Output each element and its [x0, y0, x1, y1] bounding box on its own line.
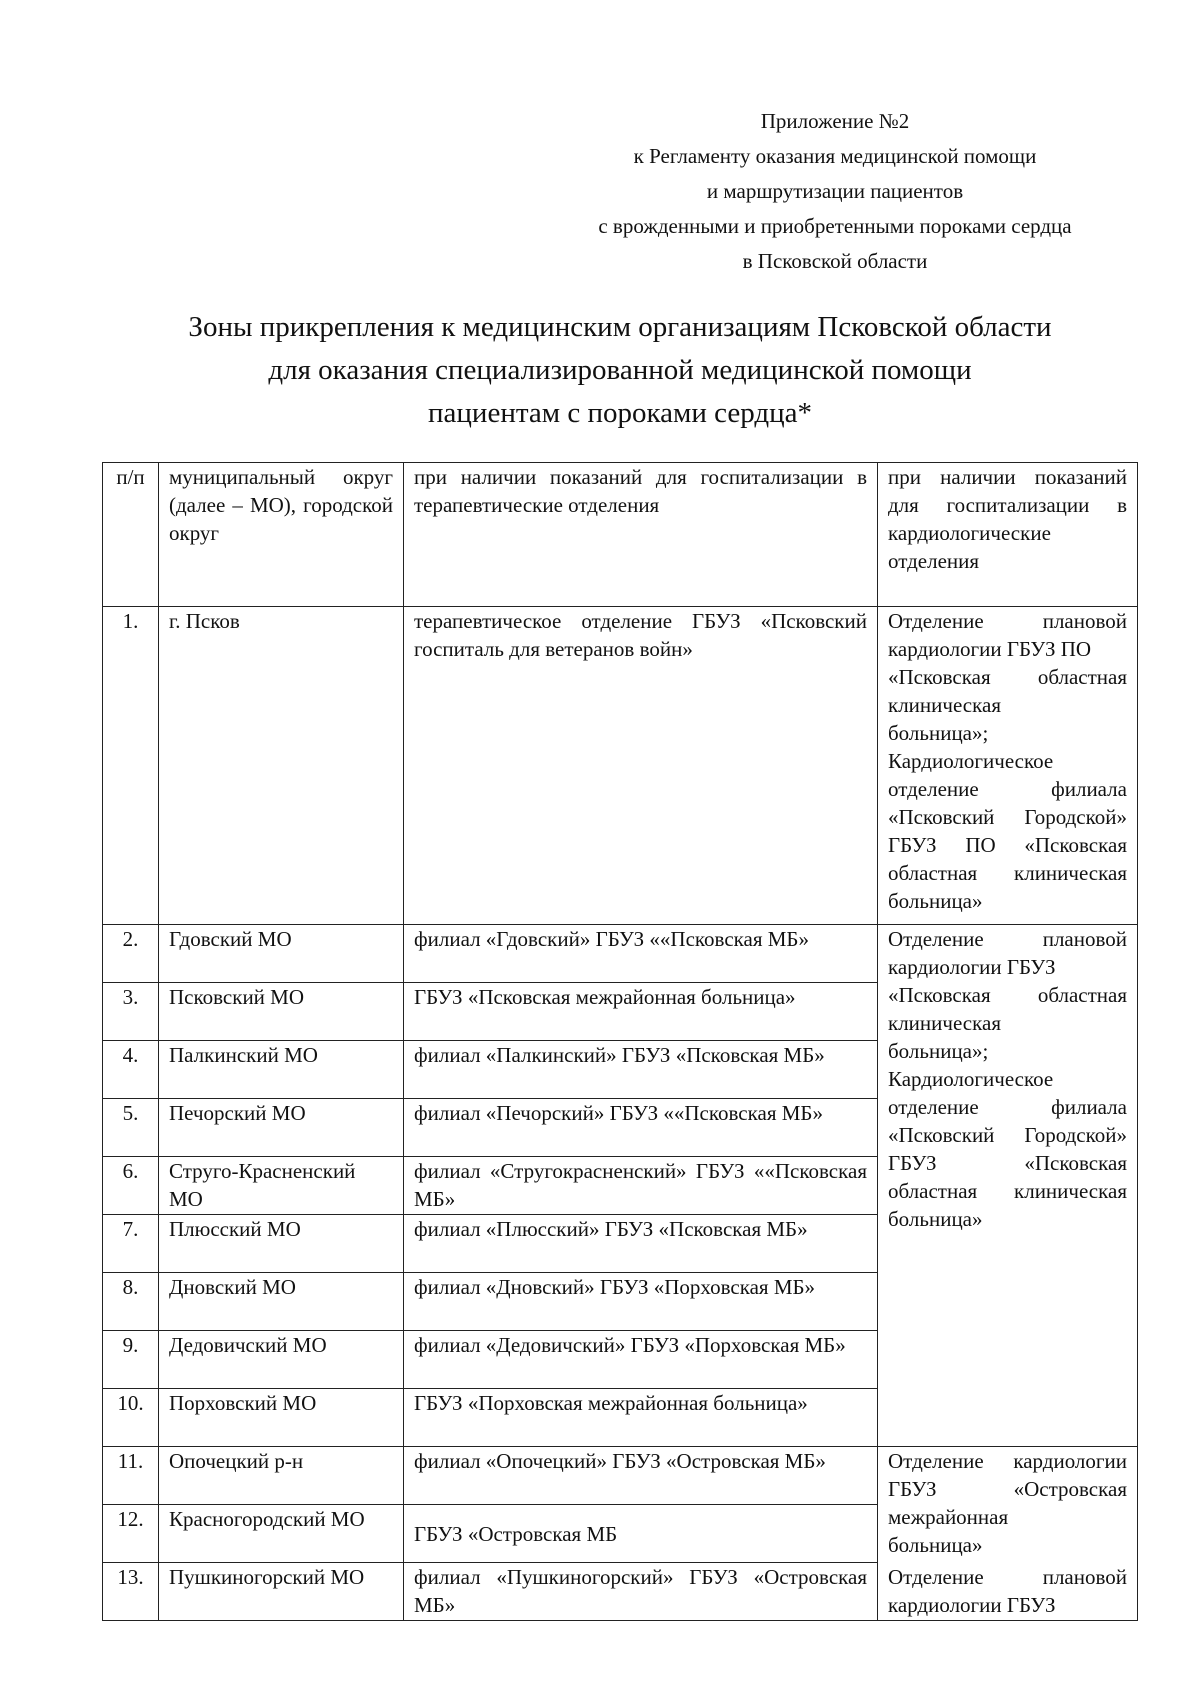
cardio-line: ГБУЗ ПО «Псковская — [888, 833, 1127, 857]
row-num: 5. — [103, 1099, 159, 1157]
cardio-line: Кардиологическое — [888, 749, 1054, 773]
cardio-line: больница»; — [888, 1039, 989, 1063]
annex-line: к Регламенту оказания медицинской помощи — [633, 144, 1037, 168]
cardio-line: областная клиническая — [888, 1179, 1127, 1203]
row-num: 6. — [103, 1157, 159, 1215]
row-district: Плюсский МО — [159, 1215, 404, 1273]
cardio-line: клиническая — [888, 693, 1001, 717]
title-line: Зоны прикрепления к медицинским организациям Псковской области — [188, 311, 1052, 343]
table-row — [103, 1563, 1138, 1621]
row-therapy: ГБУЗ «Порховская межрайонная больница» — [404, 1389, 878, 1447]
row-district: Красногородский МО — [159, 1505, 404, 1563]
annex-line: с врожденными и приобретенными пороками сердца — [598, 214, 1072, 238]
row-district: Печорский МО — [159, 1099, 404, 1157]
cardio-line: «Псковская областная — [888, 983, 1127, 1007]
cardio-line: Отделение плановой — [888, 609, 1127, 633]
cardio-line: областная клиническая — [888, 861, 1127, 885]
row-num: 4. — [103, 1041, 159, 1099]
row-district: Палкинский МО — [159, 1041, 404, 1099]
annex-header — [540, 104, 1130, 279]
row-num: 3. — [103, 983, 159, 1041]
row-district: Опочецкий р-н — [159, 1447, 404, 1505]
annex-line: в Псковской области — [742, 249, 928, 273]
row-num: 9. — [103, 1331, 159, 1389]
row-district: Дновский МО — [159, 1273, 404, 1331]
row-therapy: ГБУЗ «Псковская межрайонная больница» — [404, 983, 878, 1041]
cardio-cell-pskov — [878, 607, 1138, 925]
row-therapy: филиал «Пушкиногорский» ГБУЗ «Островская МБ» — [404, 1563, 878, 1621]
header-num: п/п — [103, 463, 159, 607]
row-district: г. Псков — [159, 607, 404, 925]
row-district: Пушкиногорский МО — [159, 1563, 404, 1621]
row-therapy: филиал «Гдовский» ГБУЗ ««Псковская МБ» — [404, 925, 878, 983]
title-line: пациентам с пороками сердца* — [428, 397, 812, 429]
header-therapy: при наличии показаний для госпитализации в терапевтические отделения — [404, 463, 878, 607]
row-district: Порховский МО — [159, 1389, 404, 1447]
row-therapy: филиал «Дедовичский» ГБУЗ «Порховская МБ» — [404, 1331, 878, 1389]
cardio-line: отделение филиала — [888, 777, 1127, 801]
row-num: 7. — [103, 1215, 159, 1273]
row-num: 10. — [103, 1389, 159, 1447]
row-district: Струго-Красненский МО — [159, 1157, 404, 1215]
cardio-line: больница» — [888, 1207, 983, 1231]
cardio-line: больница»; — [888, 721, 989, 745]
row-district: Псковский МО — [159, 983, 404, 1041]
row-therapy: терапевтическое отделение ГБУЗ «Псковский госпиталь для ветеранов войн» — [404, 607, 878, 925]
row-num: 12. — [103, 1505, 159, 1563]
row-num: 8. — [103, 1273, 159, 1331]
row-therapy: ГБУЗ «Островская МБ — [404, 1505, 878, 1563]
cardio-line: кардиологии ГБУЗ ПО — [888, 637, 1092, 661]
row-therapy: филиал «Дновский» ГБУЗ «Порховская МБ» — [404, 1273, 878, 1331]
cardio-line: отделение филиала — [888, 1095, 1127, 1119]
cardio-line: Кардиологическое — [888, 1067, 1054, 1091]
table-row — [103, 925, 1138, 983]
annex-line: и маршрутизации пациентов — [706, 179, 964, 203]
row-therapy: филиал «Стругокрасненский» ГБУЗ ««Псковская МБ» — [404, 1157, 878, 1215]
row-num: 11. — [103, 1447, 159, 1505]
cardio-line: больница» — [888, 889, 983, 913]
row-district: Дедовичский МО — [159, 1331, 404, 1389]
cardio-cell-regions — [878, 925, 1138, 1447]
row-num: 1. — [103, 607, 159, 925]
cardio-line: межрайонная — [888, 1505, 1009, 1529]
cardio-line: ГБУЗ «Псковская — [888, 1151, 1127, 1175]
table-row — [103, 1447, 1138, 1505]
document-title — [60, 306, 1180, 435]
cardio-line: кардиологии ГБУЗ — [888, 955, 1056, 979]
cardio-line: больница» — [888, 1533, 983, 1557]
cardio-line: кардиологии ГБУЗ — [888, 1592, 1056, 1617]
table-row — [103, 607, 1138, 925]
row-therapy: филиал «Палкинский» ГБУЗ «Псковская МБ» — [404, 1041, 878, 1099]
cardio-cell-ostrov — [878, 1447, 1138, 1563]
row-therapy: филиал «Печорский» ГБУЗ ««Псковская МБ» — [404, 1099, 878, 1157]
cardio-line: Отделение плановой — [888, 927, 1127, 951]
row-therapy: филиал «Плюсский» ГБУЗ «Псковская МБ» — [404, 1215, 878, 1273]
cardio-line: «Псковская областная — [888, 665, 1127, 689]
row-district: Гдовский МО — [159, 925, 404, 983]
cardio-line: ГБУЗ «Островская — [888, 1477, 1127, 1501]
cardio-line: Отделение кардиологии — [888, 1449, 1127, 1473]
header-district: муниципальный округ (далее – МО), городской округ — [159, 463, 404, 607]
cardio-line: «Псковский Городской» — [888, 805, 1127, 829]
zones-table — [102, 462, 1138, 1621]
cardio-line: Отделение плановой — [888, 1564, 1127, 1589]
annex-line: Приложение №2 — [760, 109, 910, 133]
title-line: для оказания специализированной медицинской помощи — [268, 354, 972, 386]
cardio-cell-last — [878, 1563, 1138, 1621]
row-num: 2. — [103, 925, 159, 983]
table-header-row — [103, 463, 1138, 607]
cardio-line: клиническая — [888, 1011, 1001, 1035]
row-therapy: филиал «Опочецкий» ГБУЗ «Островская МБ» — [404, 1447, 878, 1505]
header-cardio: при наличии показаний для госпитализации в кардиологические отделения — [878, 463, 1138, 607]
row-num: 13. — [103, 1563, 159, 1621]
cardio-line: «Псковский Городской» — [888, 1123, 1127, 1147]
